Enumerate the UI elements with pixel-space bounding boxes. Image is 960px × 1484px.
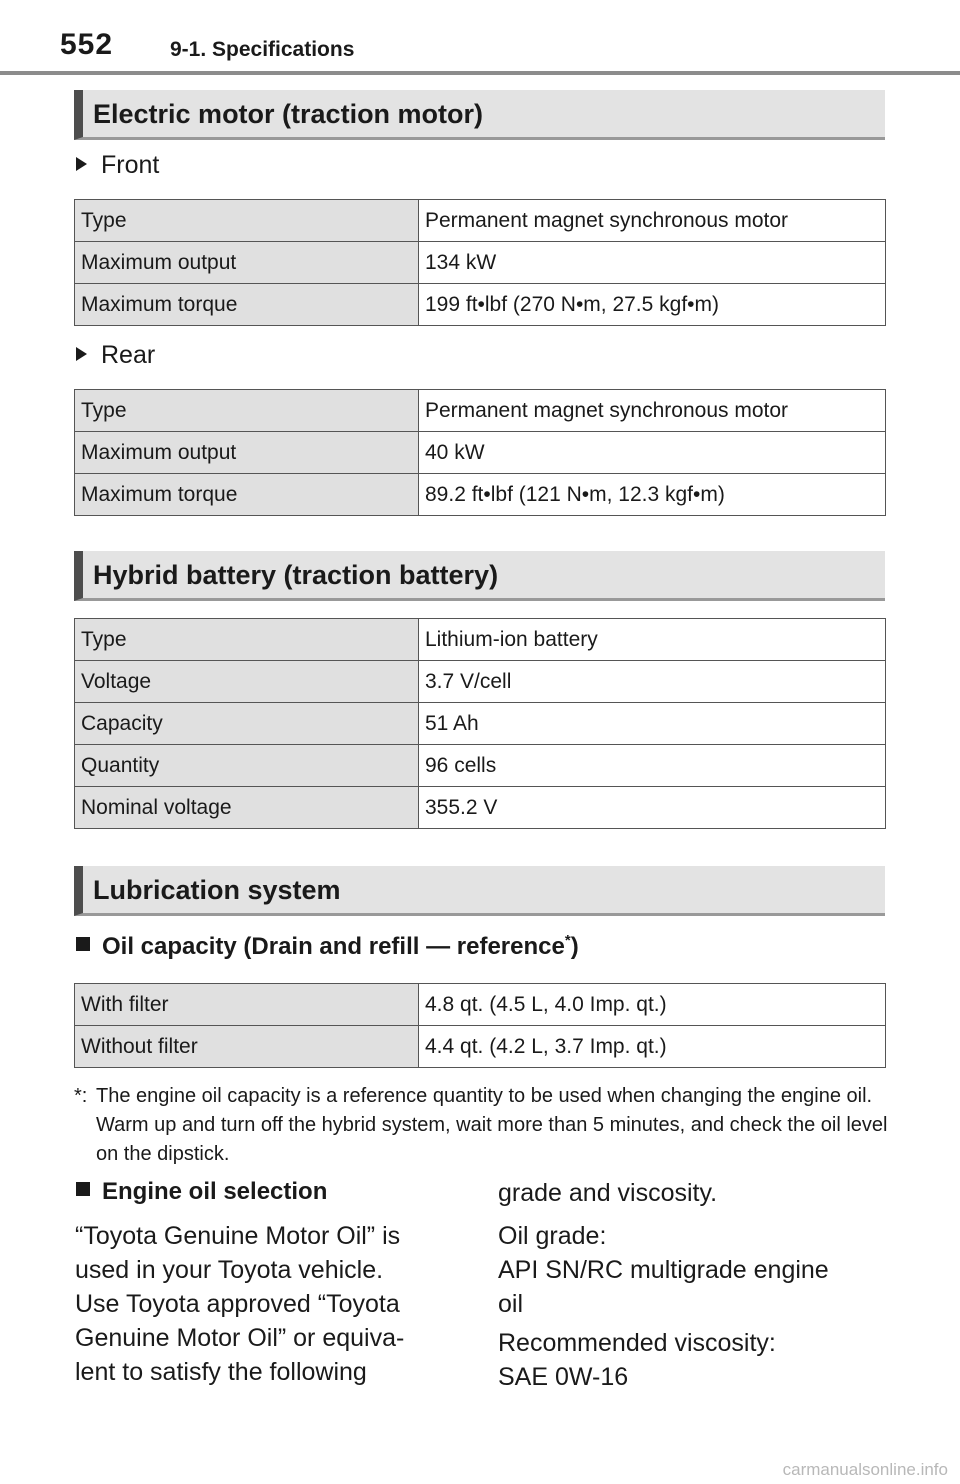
table-row	[75, 984, 886, 1026]
header-divider	[0, 71, 960, 75]
square-bullet-icon	[76, 937, 90, 951]
footnote	[74, 1082, 894, 1169]
paragraph-line: lent to satisfy the following	[75, 1358, 367, 1386]
viscosity-label: Recommended viscosity:	[498, 1329, 776, 1357]
table-row	[75, 1026, 886, 1068]
table-row	[75, 787, 886, 829]
table-cell-value: 4.8 qt. (4.5 L, 4.0 Imp. qt.)	[419, 984, 886, 1026]
oil-selection-heading-text: Engine oil selection	[102, 1178, 328, 1205]
oil-grade-block	[498, 1219, 829, 1321]
oil-grade-label: Oil grade:	[498, 1222, 607, 1250]
square-bullet-icon	[76, 1182, 90, 1196]
table-cell-value: 40 kW	[419, 432, 886, 474]
oil-selection-paragraph-continued	[498, 1176, 717, 1210]
table-cell-key: Quantity	[75, 745, 419, 787]
triangle-bullet-icon	[76, 157, 87, 171]
rear-subheading	[76, 341, 155, 370]
hybrid-battery-table	[74, 618, 886, 829]
table-row	[75, 200, 886, 242]
table-cell-key: Maximum torque	[75, 284, 419, 326]
chapter-title: 9-1. Specifications	[170, 38, 355, 61]
table-row	[75, 703, 886, 745]
footnote-marker: *	[564, 932, 571, 949]
table-cell-value: 89.2 ft•lbf (121 N•m, 12.3 kgf•m)	[419, 474, 886, 516]
table-row	[75, 242, 886, 284]
rear-motor-table	[74, 389, 886, 516]
table-cell-value: 51 Ah	[419, 703, 886, 745]
oil-capacity-table	[74, 983, 886, 1068]
table-cell-value: Permanent magnet synchronous motor	[419, 390, 886, 432]
table-cell-key: With filter	[75, 984, 419, 1026]
footnote-mark: *:	[74, 1085, 88, 1107]
viscosity-block	[498, 1326, 776, 1394]
table-cell-key: Capacity	[75, 703, 419, 745]
section-heading-label: Electric motor (traction motor)	[93, 99, 484, 129]
table-cell-key: Type	[75, 200, 419, 242]
oil-selection-paragraph	[75, 1219, 404, 1389]
table-cell-value: 199 ft•lbf (270 N•m, 27.5 kgf•m)	[419, 284, 886, 326]
table-row	[75, 284, 886, 326]
table-cell-key: Without filter	[75, 1026, 419, 1068]
section-heading-label: Hybrid battery (traction battery)	[93, 560, 499, 590]
oil-capacity-heading-text: Oil capacity (Drain and refill — reference	[102, 933, 565, 960]
table-cell-key: Maximum torque	[75, 474, 419, 516]
section-heading-hybrid-battery	[74, 551, 885, 601]
section-heading-label: Lubrication system	[93, 875, 341, 905]
table-cell-value: 134 kW	[419, 242, 886, 284]
watermark: carmanualsonline.info	[782, 1460, 948, 1479]
table-row	[75, 619, 886, 661]
oil-grade-value: oil	[498, 1290, 524, 1318]
paragraph-line: Genuine Motor Oil” or equiva-	[75, 1324, 405, 1352]
front-motor-table	[74, 199, 886, 326]
table-cell-key: Type	[75, 619, 419, 661]
table-row	[75, 432, 886, 474]
oil-selection-heading	[76, 1178, 327, 1206]
table-cell-value: 355.2 V	[419, 787, 886, 829]
table-row	[75, 390, 886, 432]
rear-label: Rear	[101, 341, 156, 369]
table-cell-value: 4.4 qt. (4.2 L, 3.7 Imp. qt.)	[419, 1026, 886, 1068]
table-cell-value: Lithium-ion battery	[419, 619, 886, 661]
section-heading-lubrication	[74, 866, 885, 916]
table-cell-key: Maximum output	[75, 432, 419, 474]
table-row	[75, 661, 886, 703]
table-cell-value: Permanent magnet synchronous motor	[419, 200, 886, 242]
section-heading-electric-motor	[74, 90, 885, 140]
table-cell-key: Type	[75, 390, 419, 432]
oil-capacity-heading	[76, 932, 579, 961]
table-cell-value: 96 cells	[419, 745, 886, 787]
oil-grade-value: API SN/RC multigrade engine	[498, 1256, 829, 1284]
table-cell-key: Nominal voltage	[75, 787, 419, 829]
paragraph-line: used in your Toyota vehicle.	[75, 1256, 384, 1284]
table-row	[75, 474, 886, 516]
table-cell-key: Maximum output	[75, 242, 419, 284]
front-subheading	[76, 151, 159, 180]
page-number: 552	[60, 28, 114, 61]
footnote-text: The engine oil capacity is a reference quantity to be used when changing the engine oil. Warm up and turn off the hybrid system, wait more than 5 minutes, and check the oil level on the dipstick.	[96, 1085, 888, 1165]
table-row	[75, 745, 886, 787]
table-cell-key: Voltage	[75, 661, 419, 703]
front-label: Front	[101, 151, 160, 179]
paragraph-line: grade and viscosity.	[498, 1179, 718, 1207]
paragraph-line: Use Toyota approved “Toyota	[75, 1290, 400, 1318]
viscosity-value: SAE 0W-16	[498, 1363, 629, 1391]
paragraph-line: “Toyota Genuine Motor Oil” is	[75, 1222, 401, 1250]
oil-capacity-heading-close: )	[570, 933, 579, 960]
triangle-bullet-icon	[76, 347, 87, 361]
table-cell-value: 3.7 V/cell	[419, 661, 886, 703]
